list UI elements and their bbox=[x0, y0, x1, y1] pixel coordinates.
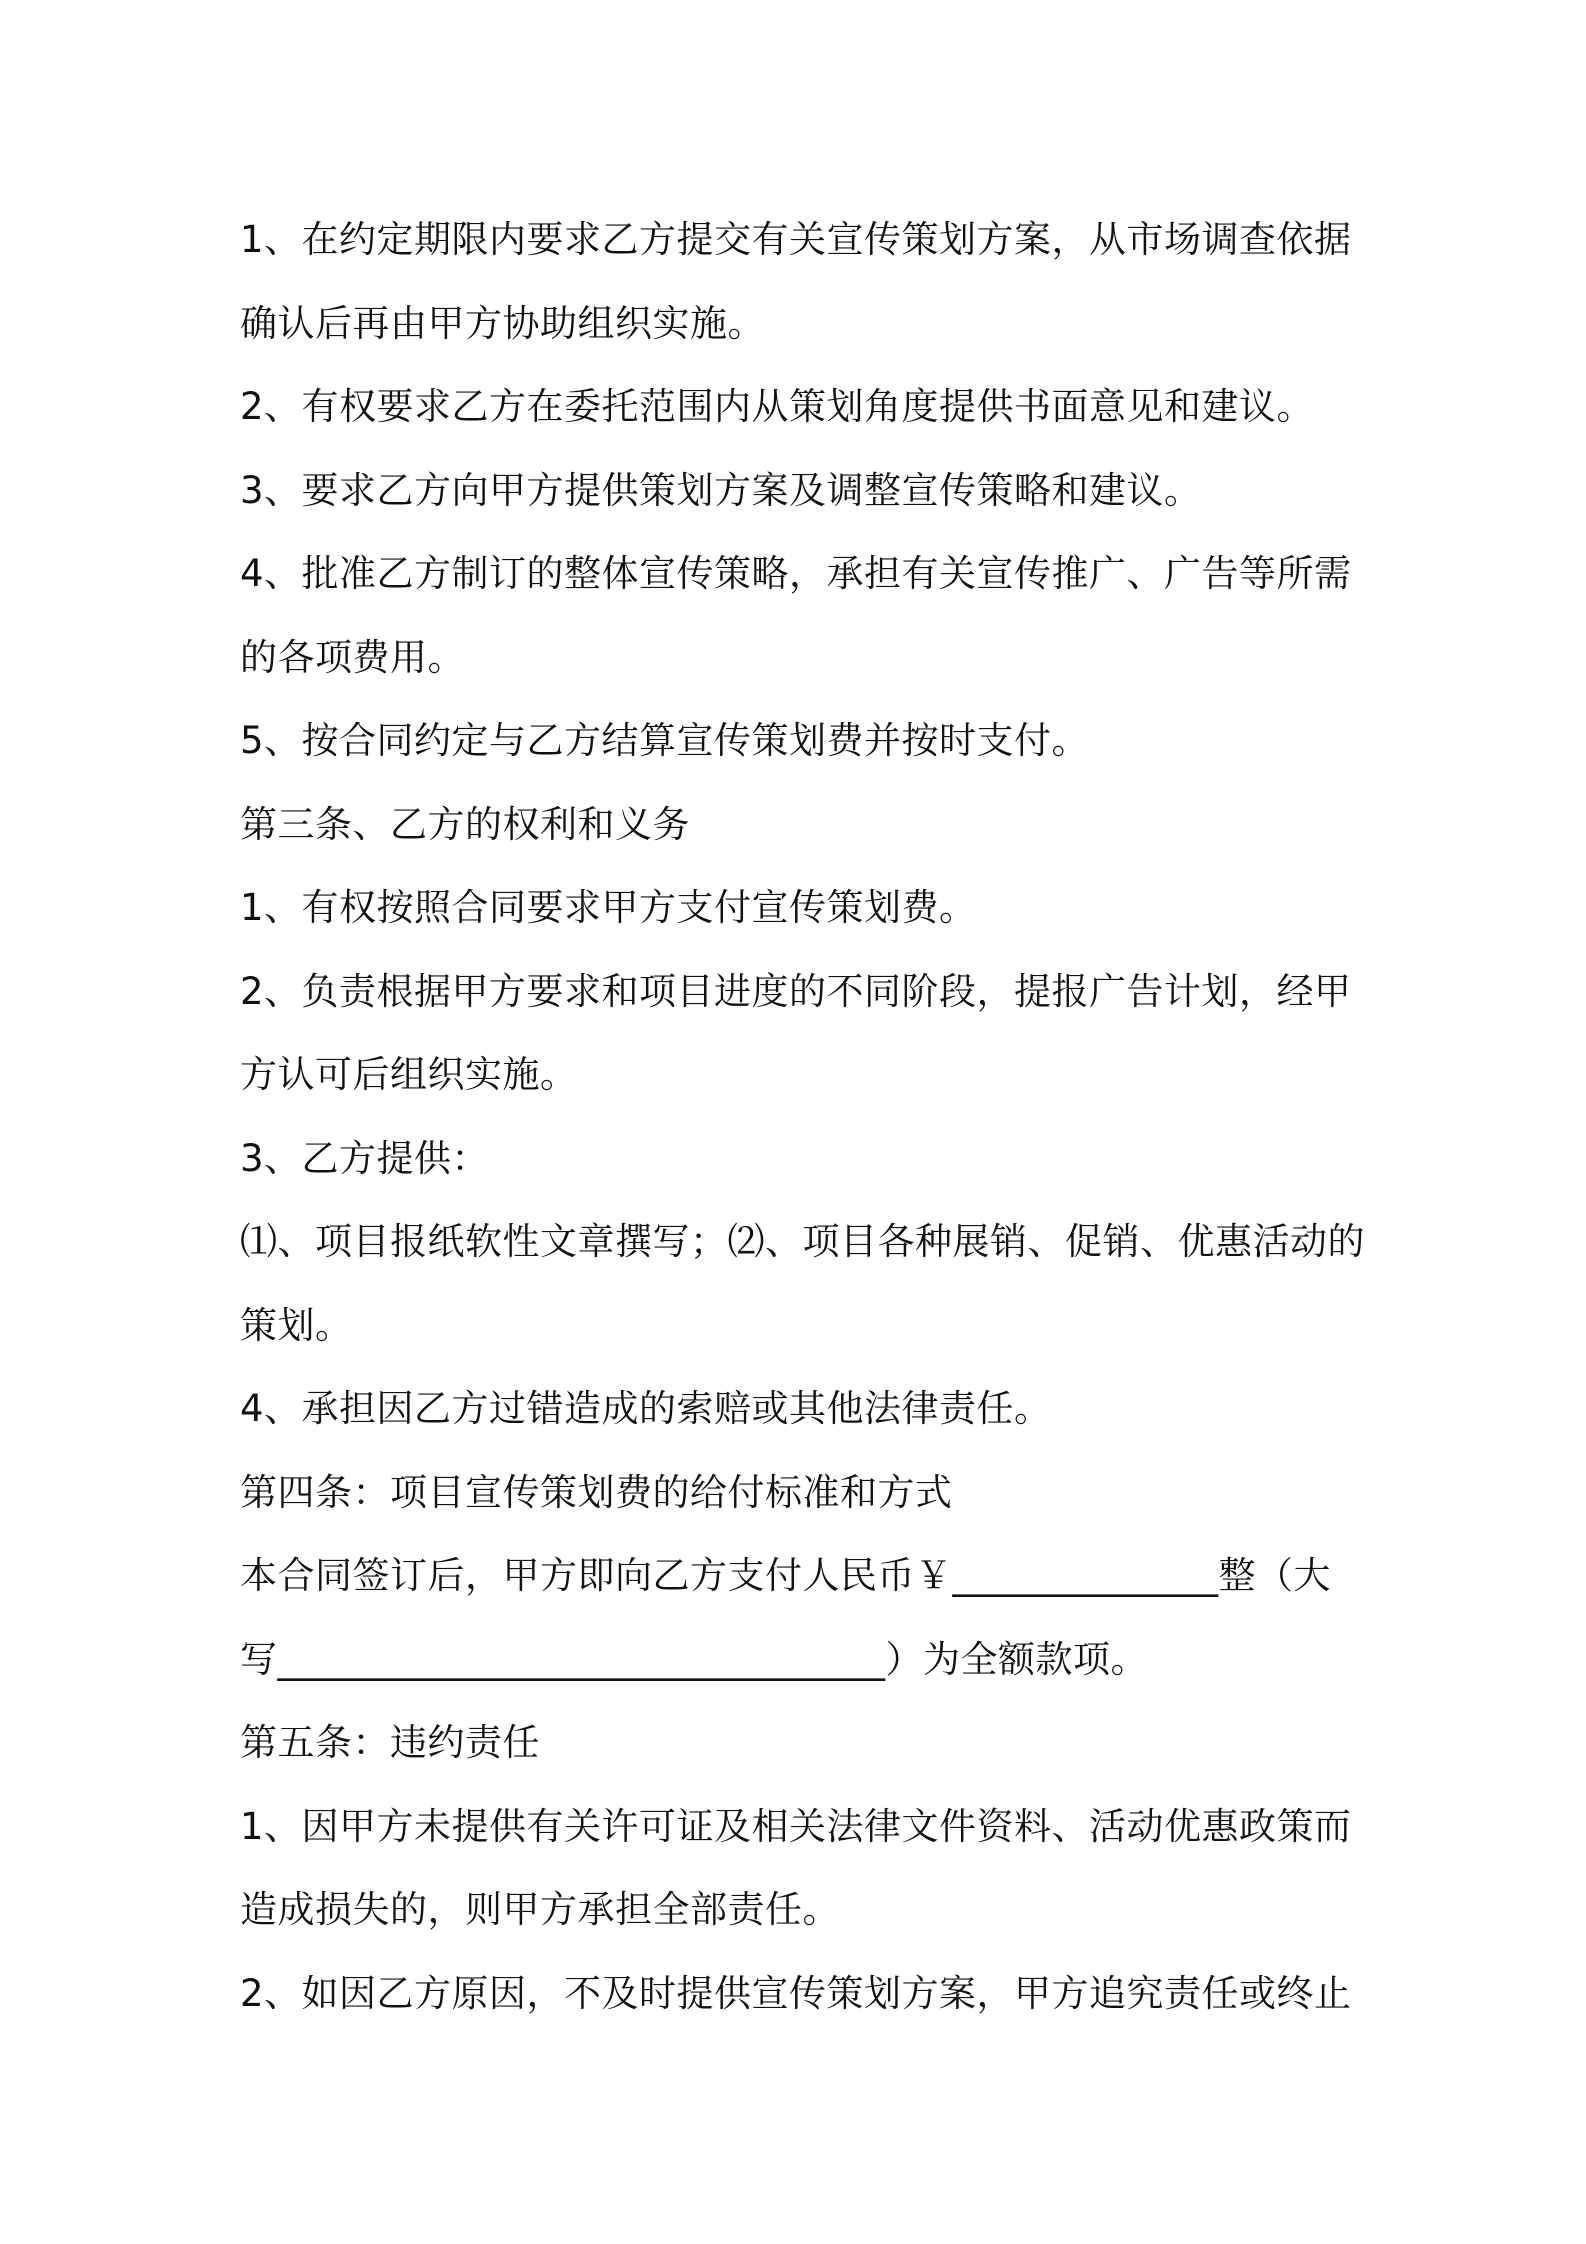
text-line: 方认可后组织实施。 bbox=[240, 1053, 578, 1096]
text-line: 3、乙方提供： bbox=[240, 1136, 490, 1180]
text-line: 2、如因乙方原因，不及时提供宣传策划方案，甲方追究责任或终止 bbox=[240, 1971, 1352, 2015]
text-line: 1、有权按照合同要求甲方支付宣传策划费。 bbox=[240, 886, 977, 929]
text-line: 5、按合同约定与乙方结算宣传策划费并按时支付。 bbox=[240, 719, 1090, 762]
text-line: 确认后再由甲方协助组织实施。 bbox=[240, 301, 765, 345]
text-line: 1、在约定期限内要求乙方提交有关宣传策划方案，从市场调查依据 bbox=[240, 218, 1352, 261]
text-line: 本合同签订后，甲方即向乙方支付人民币￥______________整（大 bbox=[240, 1554, 1331, 1597]
text-line: ⑴、项目报纸软性文章撰写；⑵、项目各种展销、促销、优惠活动的 bbox=[240, 1220, 1365, 1263]
text-line: 1、因甲方未提供有关许可证及相关法律文件资料、活动优惠政策而 bbox=[240, 1804, 1352, 1848]
contract-text bbox=[240, 198, 1380, 2035]
text-line: 3、要求乙方向甲方提供策划方案及调整宣传策略和建议。 bbox=[240, 468, 1202, 512]
text-line: 写________________________________）为全额款项。 bbox=[240, 1637, 1148, 1681]
text-line: 策划。 bbox=[240, 1303, 353, 1347]
section-heading: 第三条、乙方的权利和义务 bbox=[240, 802, 690, 846]
text-line: 造成损失的，则甲方承担全部责任。 bbox=[240, 1888, 840, 1931]
text-line: 2、有权要求乙方在委托范围内从策划角度提供书面意见和建议。 bbox=[240, 385, 1315, 428]
section-heading: 第四条：项目宣传策划费的给付标准和方式 bbox=[240, 1470, 953, 1514]
text-line: 4、承担因乙方过错造成的索赔或其他法律责任。 bbox=[240, 1387, 1052, 1430]
text-line: 4、批准乙方制订的整体宣传策略，承担有关宣传推广、广告等所需 bbox=[240, 552, 1352, 595]
text-line: 的各项费用。 bbox=[240, 635, 465, 679]
text-line: 2、负责根据甲方要求和项目进度的不同阶段，提报广告计划，经甲 bbox=[240, 969, 1352, 1013]
section-heading: 第五条：违约责任 bbox=[240, 1721, 540, 1764]
